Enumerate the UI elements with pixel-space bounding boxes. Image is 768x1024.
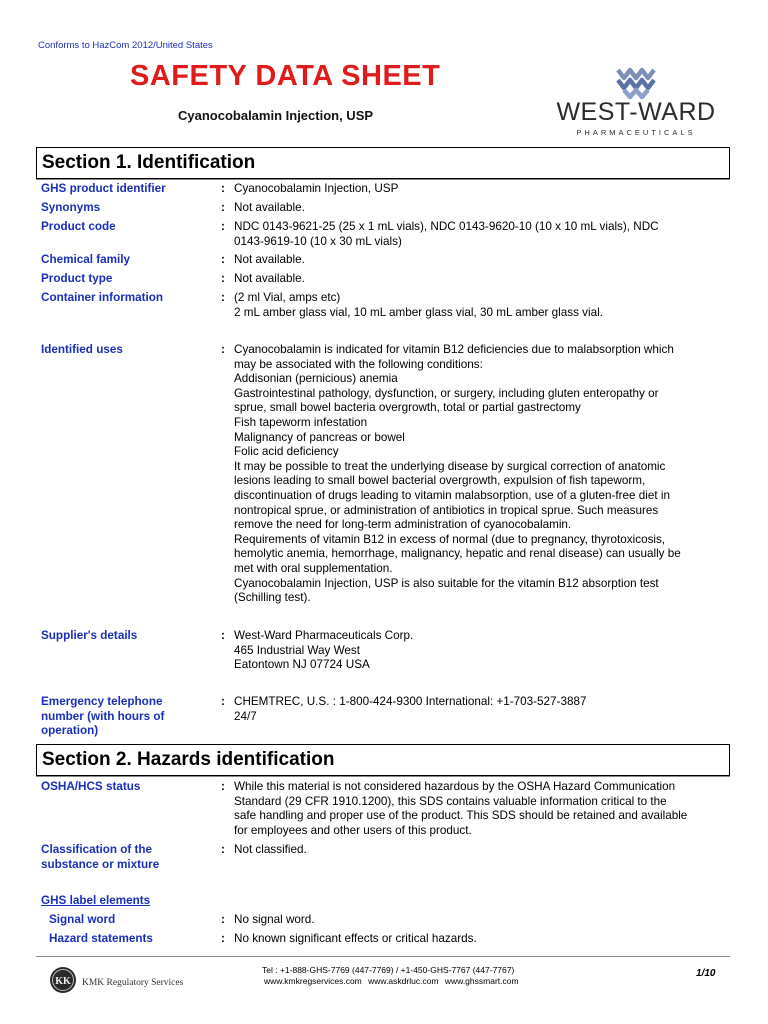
field-label: Chemical family (41, 253, 130, 266)
colon: : (221, 253, 225, 266)
field-value (234, 843, 734, 858)
label-line: Emergency telephone (41, 695, 163, 708)
footer-company: KMK Regulatory Services (82, 978, 184, 988)
field-value (234, 201, 734, 216)
field-value (234, 253, 734, 268)
colon: : (221, 695, 225, 708)
colon: : (221, 932, 225, 945)
field-value (234, 272, 734, 287)
label-line: operation) (41, 724, 99, 738)
value-line: Fish tapeworm infestation (234, 415, 368, 429)
field-value (234, 932, 734, 947)
section-1-heading (36, 147, 730, 179)
colon: : (221, 201, 225, 214)
company-logo (544, 62, 728, 140)
value-line: 465 Industrial Way West (234, 643, 361, 657)
colon: : (221, 343, 225, 356)
value-line: (2 ml Vial, amps etc) (234, 291, 341, 304)
value-line: It may be possible to treat the underlying disease by surgical correction of anatomic (234, 459, 666, 473)
value-line: Standard (29 CFR 1910.1200), this SDS contains valuable information critical to the (234, 794, 667, 808)
value-line: Cyanocobalamin is indicated for vitamin B12 deficiencies due to malabsorption which (234, 343, 674, 356)
field-value (234, 291, 734, 320)
value-line: Gastrointestinal pathology, dysfunction, or surgery, including gluten enteropathy or (234, 386, 659, 400)
product-name: Cyanocobalamin Injection, USP (178, 108, 374, 123)
value-line: met with oral supplementation. (234, 561, 393, 575)
value-line: lesions leading to small bowel bacterial overgrowth, expulsion of fish tapeworm, (234, 474, 646, 488)
label-line: number (with hours of (41, 709, 165, 723)
section-2-heading (36, 744, 730, 776)
label-line: substance or mixture (41, 857, 160, 871)
value-line: for employees and other users of this product. (234, 823, 472, 837)
value-line: Not classified. (234, 843, 307, 856)
label-line: Classification of the (41, 843, 153, 856)
field-label: Identified uses (41, 343, 123, 356)
field-label: Product type (41, 272, 113, 285)
footer-websites: www.kmkregservices.com www.askdrluc.com www.ghssmart.com (264, 976, 519, 986)
field-value (234, 182, 734, 197)
value-line: Cyanocobalamin Injection, USP (234, 182, 399, 195)
value-line: 0143-9619-10 (10 x 30 mL vials) (234, 234, 402, 248)
footer-divider (36, 956, 730, 957)
section-1-title: Section 1. Identification (42, 152, 256, 173)
field-label: Hazard statements (49, 932, 153, 945)
value-line: nontropical sprue, or administration of antibiotics in tropical sprue. Such measures (234, 503, 659, 517)
value-line: CHEMTREC, U.S. : 1-800-424-9300 International: +1-703-527-3887 (234, 695, 587, 708)
field-value (234, 629, 734, 673)
value-line: Cyanocobalamin Injection, USP is also suitable for the vitamin B12 absorption test (234, 576, 659, 590)
wave-logo-icon (544, 62, 728, 100)
value-line: discontinuation of drugs leading to vitamin malabsorption, use of a gluten-free diet in (234, 488, 670, 502)
value-line: Folic acid deficiency (234, 445, 339, 459)
field-value (234, 780, 734, 838)
value-line: Requirements of vitamin B12 in excess of normal (due to pregnancy, thyrotoxicosis, (234, 532, 666, 546)
document-title: SAFETY DATA SHEET (130, 60, 441, 92)
value-line: safe handling and proper use of the product. This SDS should be retained and available (234, 809, 688, 823)
value-line: Addisonian (pernicious) anemia (234, 372, 398, 386)
value-line: While this material is not considered hazardous by the OSHA Hazard Communication (234, 780, 676, 793)
value-line: No signal word. (234, 913, 315, 926)
kmk-logo-icon (49, 966, 77, 994)
colon: : (221, 913, 225, 926)
logo-sub-text: PHARMACEUTICALS (576, 128, 696, 137)
value-line: Not available. (234, 253, 305, 266)
section-2-title: Section 2. Hazards identification (42, 749, 335, 770)
field-value (234, 695, 734, 724)
value-line: West-Ward Pharmaceuticals Corp. (234, 629, 414, 642)
colon: : (221, 291, 225, 304)
colon: : (221, 843, 225, 856)
value-line: sprue, small bowel bacteria overgrowth, total or partial gastrectomy (234, 401, 581, 415)
footer-telephone: Tel : +1-888-GHS-7769 (447-7769) / +1-450-GHS-7767 (447-7767) (262, 965, 515, 975)
value-line: (Schilling test). (234, 591, 311, 605)
page-number: 1/10 (696, 968, 716, 979)
field-label: Supplier's details (41, 629, 138, 642)
logo-brand-text: WEST-WARD (556, 98, 716, 126)
svg-text:KK: KK (55, 976, 71, 987)
field-label: Container information (41, 291, 164, 304)
value-line: may be associated with the following conditions: (234, 357, 483, 371)
value-line: NDC 0143-9621-25 (25 x 1 mL vials), NDC 0143-9620-10 (10 x 10 mL vials), NDC (234, 220, 659, 233)
field-label: GHS product identifier (41, 182, 166, 195)
colon: : (221, 780, 225, 793)
colon: : (221, 220, 225, 233)
divider (36, 776, 730, 777)
colon: : (221, 629, 225, 642)
value-line: Malignancy of pancreas or bowel (234, 430, 405, 444)
field-label: Synonyms (41, 201, 101, 214)
value-line: Eatontown NJ 07724 USA (234, 658, 370, 672)
field-value (234, 220, 734, 249)
value-line: Not available. (234, 272, 305, 285)
field-label: OSHA/HCS status (41, 780, 141, 793)
field-label: Signal word (49, 913, 116, 926)
divider (36, 179, 730, 180)
value-line: 2 mL amber glass vial, 10 mL amber glass vial, 30 mL amber glass vial. (234, 305, 603, 319)
colon: : (221, 272, 225, 285)
colon: : (221, 182, 225, 195)
field-label: Product code (41, 220, 116, 233)
value-line: hemolytic anemia, hemorrhage, malignancy, hepatic and renal disease) can usually be (234, 547, 681, 561)
field-label: GHS label elements (41, 894, 151, 907)
field-value (234, 913, 734, 928)
conformity-note: Conforms to HazCom 2012/United States (38, 40, 213, 51)
value-line: 24/7 (234, 709, 257, 723)
value-line: Not available. (234, 201, 305, 214)
value-line: remove the need for long-term administration of cyanocobalamin. (234, 518, 572, 532)
field-value (234, 343, 734, 606)
field-label (41, 695, 211, 739)
value-line: No known significant effects or critical hazards. (234, 932, 477, 945)
field-label (41, 843, 211, 872)
